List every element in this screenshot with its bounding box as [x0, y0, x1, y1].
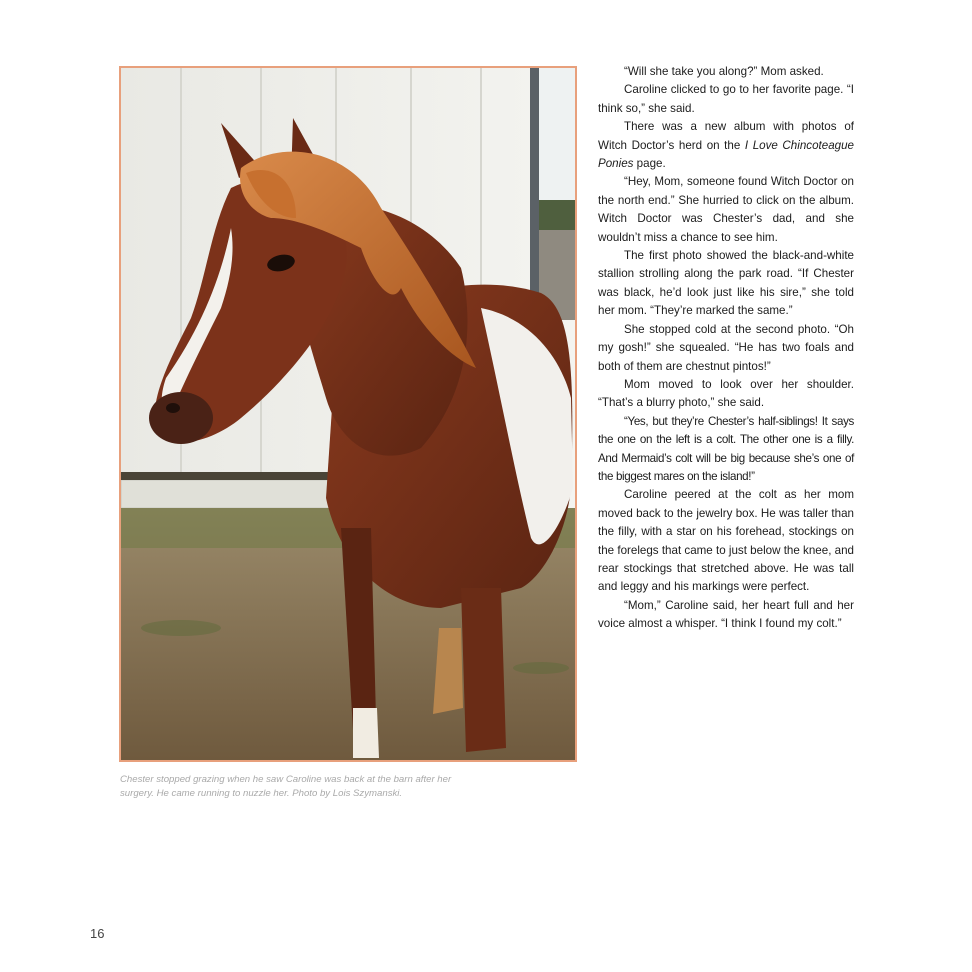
page-name: I Love Chincoteague Ponies	[598, 138, 854, 171]
paragraph: “Hey, Mom, someone found Witch Doctor on the north end.” She hurried to click on the album. Witch Doctor was Chester’s dad, and she wouldn’t miss a chance to see him.	[598, 175, 854, 244]
story-text	[598, 63, 854, 634]
paragraph-text: page.	[633, 157, 666, 171]
paragraph: “Will she take you along?” Mom asked.	[624, 65, 824, 78]
paragraph: Mom moved to look over her shoulder. “That’s a blurry photo,” she said.	[598, 377, 854, 410]
paragraph: “Yes, but they’re Chester’s half-siblings! It says the one on the left is a colt. The other one is a filly. And Mermaid’s colt will be big because she’s one of the biggest mares on the island!”	[598, 414, 854, 483]
page-number: 16	[90, 926, 105, 941]
photo-caption: Chester stopped grazing when he saw Caroline was back at the barn after her surgery. He came running to nuzzle her. Photo by Lois Szymanski.	[120, 774, 452, 799]
paragraph: Caroline peered at the colt as her mom moved back to the jewelry box. He was taller than the filly, with a star on his forehead, stockings on the forelegs that came to just below the knee, and rear stockings that stretched above. He was tall and leggy and his markings were perfect.	[598, 488, 854, 594]
paragraph	[598, 118, 854, 173]
paragraph: “Mom,” Caroline said, her heart full and her voice almost a whisper. “I think I found my colt.”	[598, 598, 854, 631]
paragraph: Caroline clicked to go to her favorite page. “I think so,” she said.	[598, 83, 854, 115]
paragraph-text: There was a new album with photos of Witch Doctor’s herd on the	[598, 120, 854, 152]
paragraph: She stopped cold at the second photo. “Oh my gosh!” she squealed. “He has two foals and both of them are chestnut pintos!”	[598, 322, 854, 373]
horse-photo	[119, 66, 577, 762]
horse-illustration	[121, 68, 575, 760]
paragraph: The first photo showed the black-and-white stallion strolling along the park road. “If Chester was black, he’d look just like his sire,” she told her mom. “They’re marked the same.”	[598, 249, 854, 318]
